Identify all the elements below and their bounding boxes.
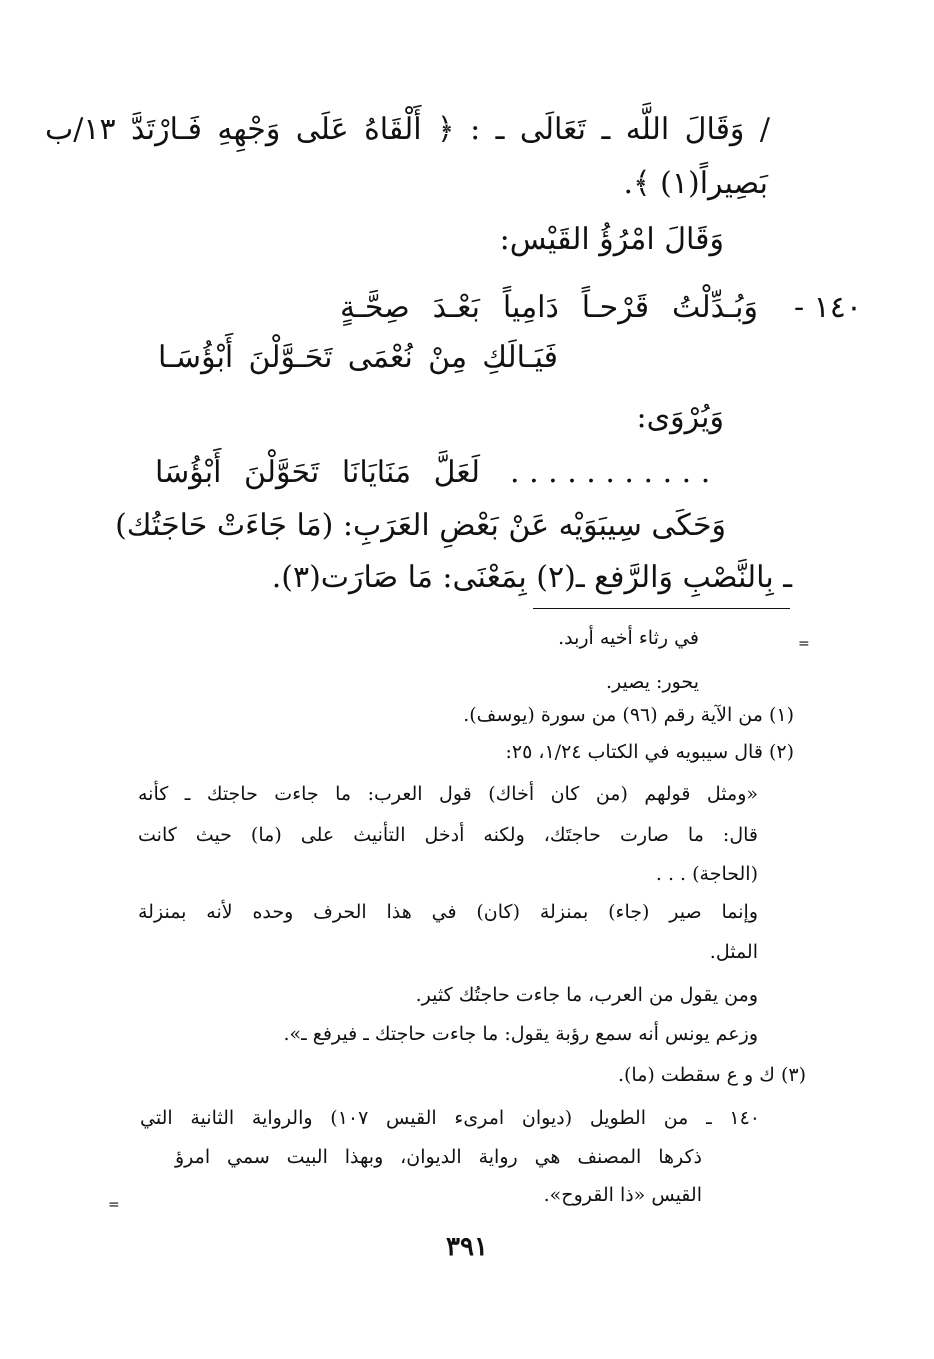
footnote-2-quote-line-5: المثل. — [709, 941, 758, 963]
main-text-line-last: ـ بِالنَّصْبِ وَالرَّفع ـ(٢) بِمَعْنَى: مَا صَارَت(٣). — [271, 560, 792, 595]
footnote-2-quote-line-6: ومن يقول من العرب، ما جاءت حاجتُك كثير. — [415, 984, 758, 1006]
footnote-140-line-3: القيس «ذا القروح». — [543, 1184, 702, 1206]
verse-hemistich-1: وَبُـدِّلْتُ قَرْحـاً دَامِياً بَعْـدَ صِحَّـةٍ — [340, 290, 758, 325]
variant-hemistich: لَعَلَّ مَنَايَانَا تَحَوَّلْنَ أَبْؤُسَا — [155, 455, 480, 490]
footnote-140-line-1: ١٤٠ ـ من الطويل (ديوان امرىء القيس ١٠٧) والرواية الثانية التي — [140, 1107, 760, 1129]
main-text-line-2: بَصِيراً(١) ﴾. — [623, 166, 768, 201]
footnote-2: (٢) قال سيبويه في الكتاب ١/٢٤، ٢٥: — [505, 741, 794, 763]
page-number: ٣٩١ — [446, 1232, 488, 1262]
footnote-2-quote-line-7: وزعم يونس أنه سمع رؤبة يقول: ما جاءت حاجتك ـ فيرفع ـ». — [283, 1023, 758, 1045]
footnote-1: (١) من الآية رقم (٩٦) من سورة (يوسف). — [463, 704, 794, 726]
variant-dots: . . . . . . . . . . . — [510, 455, 711, 490]
main-text-line-3: وَقَالَ امْرُؤُ القَيْس: — [499, 222, 724, 257]
footnote-continuation-line-2: يحور: يصير. — [605, 671, 699, 693]
continuation-mark: = — [798, 636, 810, 652]
footnote-2-quote-line-2: قال: ما صارت حاجتَك، ولكنه أدخل التأنيث على (ما) حيث كانت — [138, 824, 758, 846]
footnote-continuation-line-1: في رثاء أخيه أربد. — [558, 627, 699, 649]
footnote-2-quote-line-4: وإنما صير (جاء) بمنزلة (كان) في هذا الحرف وحده لأنه بمنزلة — [138, 901, 758, 923]
continuation-mark-end: = — [108, 1197, 120, 1213]
footnote-2-quote-line-3: (الحاجة) . . . — [655, 863, 758, 885]
footnote-2-quote-line-1: «ومثل قولهم (من كان أخاك) قول العرب: ما جاءت حاجتك ـ كأنه — [138, 783, 758, 805]
main-text-line-1: / وَقَالَ اللَّه ـ تَعَالَى ـ : ﴿ أَلْقَاهُ عَلَى وَجْهِهِ فَـارْتَدَّ ١٣/ب — [45, 112, 770, 147]
footnote-3: (٣) ك و ع سقطت (ما). — [617, 1064, 806, 1086]
main-text-line-hikaya: وَحَكَى سِيبَوَيْه عَنْ بَعْضِ العَرَبِ: (مَا جَاءَتْ حَاجَتُك) — [115, 508, 726, 543]
riwaya-label: وَيُرْوَى: — [636, 400, 724, 435]
verse-number: ١٤٠ - — [793, 290, 862, 325]
footnote-140-line-2: ذكرها المصنف هي رواية الديوان، وبهذا البيت سمي امرؤ — [175, 1146, 702, 1168]
verse-hemistich-2: فَيَـالَكِ مِنْ نُعْمَى تَحَـوَّلْنَ أَبْؤُسَـا — [158, 340, 558, 375]
footnote-separator — [533, 608, 790, 609]
